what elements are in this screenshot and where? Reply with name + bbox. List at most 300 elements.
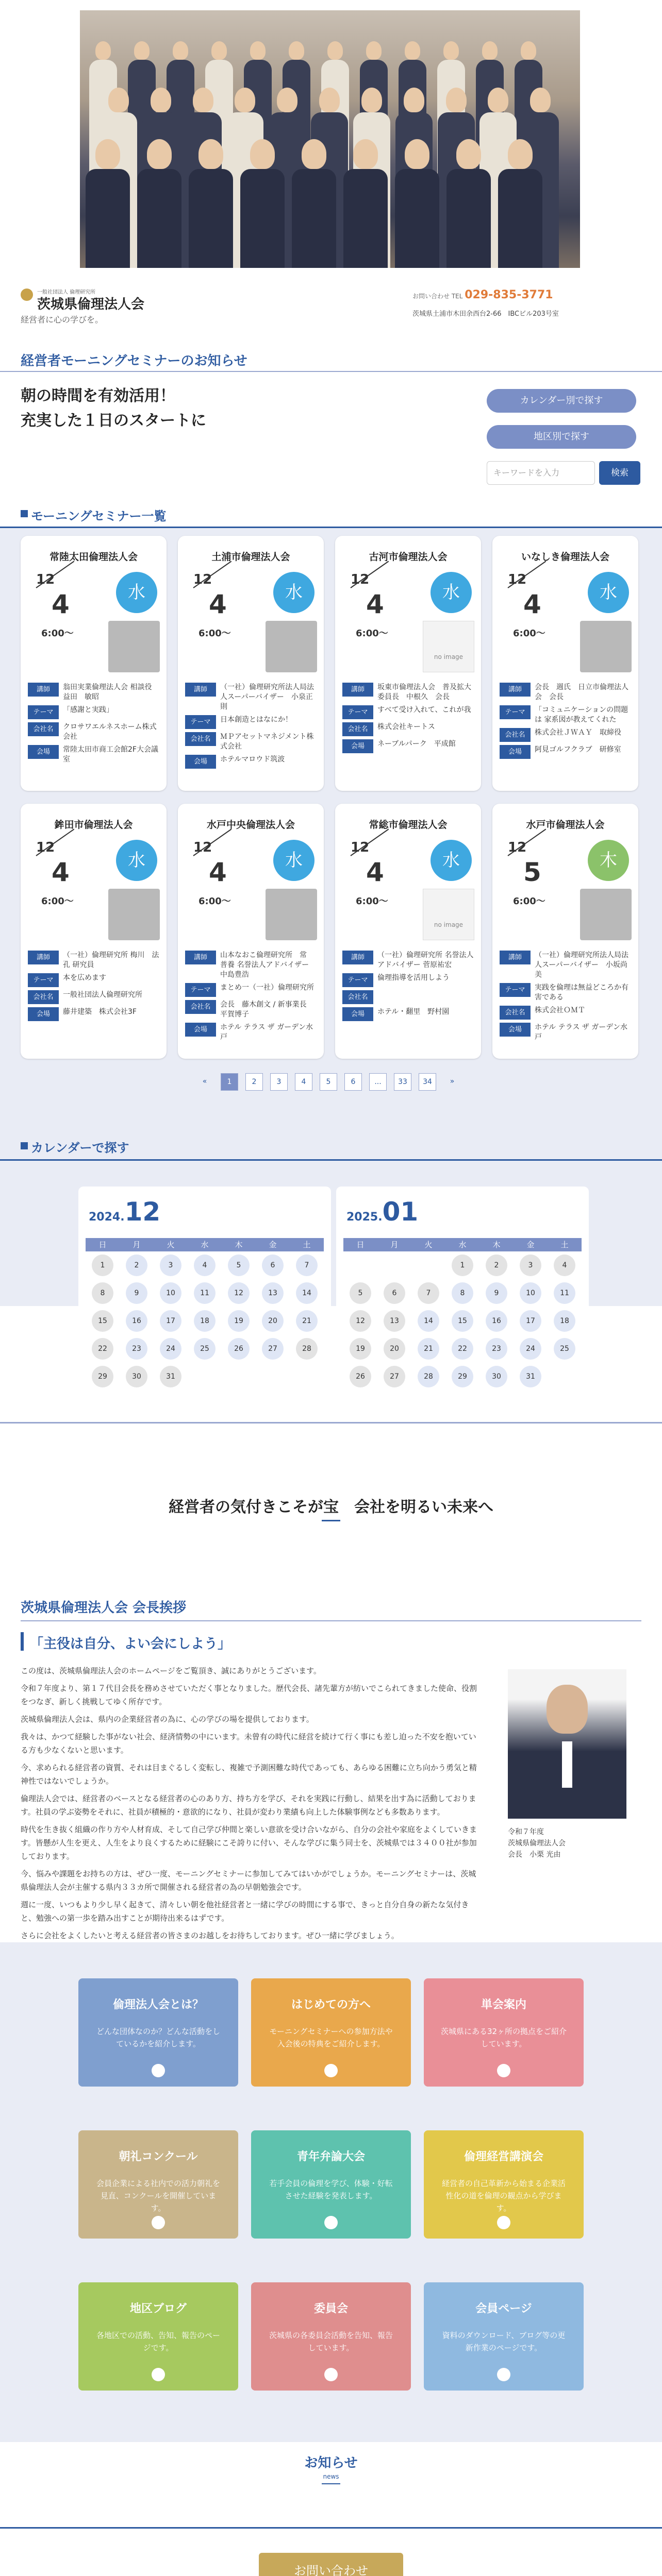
card-time: 6:00～ [513, 628, 545, 639]
underline [322, 1520, 340, 1521]
page-button[interactable]: 5 [320, 1073, 337, 1091]
weekday: 月 [390, 1240, 399, 1249]
person-body [395, 169, 439, 268]
person-face [289, 41, 304, 60]
detail-value: （一社）倫理研究所 名誉法人アドバイザー 菅原祐宏 [377, 951, 474, 969]
lead-2: 充実した１日のスタートに [21, 412, 206, 430]
greeting-paragraph: 今、悩みや課題をお持ちの方は、ぜひ一度、モーニングセミナーに参加してみてはいかがでしょうか。モーニングセミナーは、茨城県倫理法人会が主催する県内３３カ所で開催される経営者の為の早朝勉強会です。 [21, 1869, 476, 1892]
section-title-list: モーニングセミナー一覧 [31, 509, 167, 523]
hero-section [0, 0, 662, 273]
link-tile[interactable] [424, 2130, 584, 2239]
seminar-card[interactable] [21, 536, 167, 791]
president-caption [508, 1826, 566, 1860]
calendar-day[interactable]: 15 [452, 1310, 473, 1332]
hero-group-photo [80, 10, 580, 268]
section-title-calendar: カレンダーで探す [31, 1141, 129, 1155]
calendar-day: 3 [520, 1255, 541, 1276]
calendar-week [86, 1251, 324, 1279]
arrow-icon[interactable] [497, 2216, 510, 2229]
arrow-icon[interactable] [324, 2368, 338, 2381]
card-month: 12 [351, 572, 370, 587]
calendar-week [343, 1279, 582, 1307]
detail-row [185, 1023, 317, 1042]
calendar-day[interactable]: 16 [486, 1310, 507, 1332]
card-details [185, 951, 317, 1045]
site-header [0, 273, 662, 350]
arrow-icon[interactable] [497, 2064, 510, 2077]
calendar-day: 29 [92, 1366, 113, 1387]
president-name: 会長 小栗 光由 [508, 1851, 561, 1859]
person-face [250, 139, 275, 169]
detail-value: 常陸太田市商工会館2F大会議室 [63, 745, 158, 764]
calendar-day[interactable]: 24 [160, 1338, 181, 1360]
calendar-week [86, 1335, 324, 1363]
detail-value: ホテルマロウド筑波 [220, 755, 285, 764]
card-title: 常陸太田倫理法人会 [49, 551, 138, 563]
arrow-icon[interactable] [324, 2064, 338, 2077]
page-button[interactable]: 2 [245, 1073, 263, 1091]
card-title: 鉾田市倫理法人会 [54, 819, 133, 831]
calendar-month-title: 2024.12 [89, 1197, 161, 1227]
calendar-day: 26 [350, 1366, 371, 1387]
calendar-day[interactable]: 23 [486, 1338, 507, 1360]
card-day: 4 [209, 857, 227, 887]
calendar-day[interactable]: 27 [262, 1338, 284, 1360]
arrow-icon[interactable] [324, 2216, 338, 2229]
detail-label: 講師 [342, 951, 373, 964]
divider [21, 1620, 641, 1621]
calendar-day[interactable]: 29 [452, 1366, 473, 1387]
arrow-icon[interactable] [152, 2216, 165, 2229]
calendar-2024-12 [78, 1187, 331, 1403]
calendar-day: 30 [126, 1366, 147, 1387]
detail-value: 「コミュニケーションの問題は 家系図が教えてくれた [535, 706, 628, 724]
logo-icon[interactable] [21, 289, 33, 301]
person-body [446, 169, 491, 268]
link-tile[interactable] [424, 2282, 584, 2391]
logo-title[interactable]: 茨城県倫理法人会 [37, 297, 145, 312]
calendar-day[interactable]: 19 [228, 1310, 250, 1332]
calendar-week [86, 1307, 324, 1335]
calendar-search-button[interactable]: カレンダー別で探す [487, 389, 636, 413]
card-title: 水戸市倫理法人会 [526, 819, 605, 831]
card-day: 5 [523, 857, 541, 887]
greeting-paragraph: この度は、茨城県倫理法人会のホームページをご覧頂き、誠にありがとうございます。 [21, 1666, 321, 1675]
calendar-day[interactable]: 25 [554, 1338, 575, 1360]
card-month: 12 [36, 840, 55, 855]
arrow-icon[interactable] [152, 2368, 165, 2381]
seminar-card[interactable] [178, 536, 324, 791]
detail-label: 会場 [185, 1023, 216, 1037]
detail-label: 講師 [28, 683, 59, 697]
speaker-photo [108, 621, 160, 672]
person-face [277, 88, 297, 112]
card-time: 6:00～ [356, 628, 388, 639]
calendar-day[interactable]: 22 [452, 1338, 473, 1360]
page-button[interactable]: 3 [270, 1073, 288, 1091]
tile-text: 各地区での活動、告知、報告のページです。 [96, 2331, 220, 2352]
weekday-badge: 水 [116, 840, 157, 881]
detail-label: 会社名 [185, 732, 216, 746]
detail-row [342, 973, 474, 987]
weekday: 月 [133, 1240, 141, 1249]
detail-row [500, 705, 631, 725]
calendar-week [343, 1251, 582, 1279]
no-image-placeholder: no image [423, 621, 474, 672]
detail-label: 会場 [28, 745, 59, 759]
calendar-day[interactable]: 17 [160, 1310, 181, 1332]
detail-label: 会社名 [342, 990, 373, 1004]
card-details [28, 951, 159, 1024]
detail-label: 講師 [28, 951, 59, 964]
president-org: 茨城県倫理法人会 [508, 1839, 566, 1848]
card-time: 6:00～ [198, 628, 231, 639]
contact-button[interactable]: お問い合わせ [259, 2553, 403, 2576]
detail-value: 阿見ゴルフクラブ 研修室 [535, 745, 621, 754]
calendar-month-title: 2025.01 [346, 1197, 419, 1227]
calendar-day[interactable]: 30 [486, 1366, 507, 1387]
calendar-day: 19 [350, 1338, 371, 1360]
card-month: 12 [508, 572, 527, 587]
card-title: 土浦市倫理法人会 [211, 551, 290, 563]
card-details [500, 683, 631, 762]
detail-row [500, 951, 631, 980]
detail-row [28, 683, 159, 702]
page-button[interactable]: « [202, 1077, 207, 1086]
calendar-day[interactable]: 21 [418, 1338, 439, 1360]
person-face [361, 88, 382, 112]
calendar-day: 27 [384, 1366, 405, 1387]
tagline: 経営者に心の学びを。 [21, 315, 104, 325]
weekday: 水 [458, 1240, 467, 1249]
calendar-day: 31 [160, 1366, 181, 1387]
underline [322, 2483, 340, 2484]
keyword-input[interactable]: キーワードを入力 [487, 461, 595, 485]
detail-row [342, 722, 474, 736]
president-role: 令和７年度 [508, 1828, 544, 1836]
detail-label: テーマ [185, 715, 216, 729]
person-face [250, 41, 266, 60]
detail-row [500, 1006, 631, 1020]
card-details [342, 683, 474, 756]
person-face [488, 88, 508, 112]
card-details [28, 683, 159, 768]
card-time: 6:00～ [41, 628, 74, 639]
detail-row [500, 1023, 631, 1042]
calendar-day[interactable]: 26 [228, 1338, 250, 1360]
calendar-day[interactable]: 3 [160, 1255, 181, 1276]
detail-value: ネーブルパーク 平成館 [377, 740, 456, 748]
tile-text: 資料のダウンロード、ブログ等の更新作業のページです。 [442, 2331, 566, 2352]
link-tile[interactable] [251, 1978, 411, 2087]
seminar-card[interactable] [21, 804, 167, 1059]
no-image-placeholder: no image [423, 889, 474, 940]
logo-subtitle: 一般社団法人 倫理研究所 [37, 290, 96, 295]
card-month: 12 [508, 840, 527, 855]
person-face [95, 41, 111, 60]
card-day: 4 [366, 589, 384, 619]
calendar-day[interactable]: 18 [554, 1310, 575, 1332]
calendar-day[interactable]: 14 [418, 1310, 439, 1332]
calendar-day[interactable]: 20 [262, 1310, 284, 1332]
weekday: 木 [492, 1240, 501, 1249]
detail-label: 会社名 [500, 728, 531, 742]
weekday: 日 [356, 1240, 365, 1249]
page-button[interactable]: 34 [419, 1073, 436, 1091]
calendar-day[interactable]: 14 [296, 1282, 318, 1304]
calendar-day[interactable]: 24 [520, 1338, 541, 1360]
tile-text: 若手会員の倫理を学び、体験・好転させた経験を発表します。 [269, 2179, 393, 2200]
person-face [151, 88, 171, 112]
calendar-day: 5 [350, 1282, 371, 1304]
tile-title: 青年弁論大会 [296, 2150, 365, 2163]
detail-row [500, 683, 631, 702]
calendar-day[interactable]: 7 [296, 1255, 318, 1276]
seminar-card[interactable] [492, 804, 638, 1059]
detail-row [342, 683, 474, 702]
link-tile[interactable] [78, 2130, 238, 2239]
calendar-day[interactable]: 16 [126, 1310, 147, 1332]
tile-title: 倫理法人会とは？ [112, 1998, 204, 2011]
person-body [343, 169, 388, 268]
calendar-day: 8 [92, 1282, 113, 1304]
card-month: 12 [193, 840, 212, 855]
person-face [366, 41, 382, 60]
calendar-day[interactable]: 13 [262, 1282, 284, 1304]
person-face [319, 88, 340, 112]
detail-row [185, 1000, 317, 1020]
calendar-day: 1 [452, 1255, 473, 1276]
page-button[interactable]: 4 [295, 1073, 312, 1091]
detail-label: 会社名 [185, 1000, 216, 1014]
card-time: 6:00～ [198, 896, 231, 907]
greeting-paragraph: 今、求められる経営者の資質、それは目まぐるしく変転し、複雑で予測困難な時代であっても、あらゆる困難に立ち向かう勇気と精神性ではないでしょうか。 [21, 1763, 477, 1786]
weekday: 日 [98, 1240, 107, 1249]
page-button[interactable]: 33 [394, 1073, 411, 1091]
card-day: 4 [52, 857, 70, 887]
news-subtitle: news [323, 2473, 339, 2480]
quote-bar [21, 1632, 24, 1651]
area-search-button[interactable]: 地区別で探す [487, 425, 636, 449]
calendar-day[interactable]: 23 [126, 1338, 147, 1360]
weekday-header [86, 1238, 324, 1251]
weekday-badge: 水 [273, 840, 315, 881]
detail-label: 講師 [185, 951, 216, 964]
calendar-day[interactable]: 12 [228, 1282, 250, 1304]
weekday-badge: 水 [431, 840, 472, 881]
link-tile[interactable] [78, 2282, 238, 2391]
search-button[interactable]: 検索 [599, 461, 640, 485]
detail-value: 藤井建築 株式会社3F [63, 1008, 137, 1016]
detail-label: 講師 [500, 683, 531, 697]
calendar-day[interactable]: 2 [126, 1255, 147, 1276]
calendar-day: 6 [384, 1282, 405, 1304]
detail-value: （一社）倫理研究所法人局法人スーパーバイザー 小坂尚美 [535, 951, 628, 979]
speaker-photo [266, 621, 317, 672]
detail-row [342, 739, 474, 753]
detail-label: 会場 [185, 755, 216, 769]
detail-value: 会長 週氏 日立市倫理法人会 会長 [535, 683, 628, 701]
person-face [235, 88, 255, 112]
card-month: 12 [351, 840, 370, 855]
detail-value: ホテル・翻里 野村園 [377, 1008, 450, 1016]
tile-text: モーニングセミナーへの参加方法や入会後の特典をご紹介します。 [269, 2027, 393, 2048]
greeting-paragraph: 我々は、かつて経験した事がない社会、経済情勢の中にいます。未曾有の時代に経営を続けて行く事にも差し迫った不安を抱いている方も少なくないと思います。 [21, 1732, 476, 1755]
weekday-badge: 木 [588, 840, 629, 881]
calendar-day[interactable]: 9 [126, 1282, 147, 1304]
calendar-week [86, 1279, 324, 1307]
link-tile[interactable] [424, 1978, 584, 2087]
seminar-card[interactable] [492, 536, 638, 791]
detail-label: テーマ [500, 705, 531, 719]
divider [0, 1422, 662, 1423]
calendar-week [343, 1335, 582, 1363]
weekday-badge: 水 [588, 572, 629, 613]
weekday-badge: 水 [116, 572, 157, 613]
page-button[interactable]: ... [369, 1073, 387, 1091]
greeting-body [21, 1664, 479, 1942]
calendar-week [343, 1363, 582, 1391]
detail-value: ホテル テラス ザ ガーデン水戸 [220, 1023, 313, 1041]
calendar-day[interactable]: 9 [486, 1282, 507, 1304]
seminar-card[interactable] [335, 804, 481, 1059]
detail-value: 翁田実業倫理法人会 相談役 益田 敏昭 [63, 683, 159, 701]
seminar-card[interactable] [178, 804, 324, 1059]
page-button[interactable]: » [450, 1077, 455, 1086]
card-details [342, 951, 474, 1024]
card-month: 12 [193, 572, 212, 587]
link-tile[interactable] [251, 2130, 411, 2239]
bullet-icon [21, 510, 28, 517]
tile-text: 茨城県の各委員会活動を告知、報告しています。 [269, 2331, 393, 2352]
calendar-day[interactable]: 8 [452, 1282, 473, 1304]
calendar-day[interactable]: 6 [262, 1255, 284, 1276]
calendar-day: 22 [92, 1338, 113, 1360]
detail-row [500, 983, 631, 1003]
detail-row [185, 983, 317, 997]
detail-row [185, 732, 317, 752]
arrow-icon[interactable] [152, 2064, 165, 2077]
person-face [482, 41, 498, 60]
person-face [211, 41, 227, 60]
calendar-week [343, 1307, 582, 1335]
calendar-day[interactable]: 17 [520, 1310, 541, 1332]
detail-row [500, 728, 631, 742]
person-face [327, 41, 343, 60]
person-body [498, 169, 542, 268]
detail-row [28, 722, 159, 742]
detail-label: 会社名 [342, 722, 373, 736]
card-details [185, 683, 317, 772]
detail-row [28, 745, 159, 765]
card-day: 4 [209, 589, 227, 619]
section-title-morning: 経営者モーニングセミナーのお知らせ [21, 353, 247, 369]
calendar-day: 1 [92, 1255, 113, 1276]
calendar-day: 20 [384, 1338, 405, 1360]
detail-row [342, 990, 474, 1004]
person-face [404, 88, 424, 112]
calendar-day[interactable]: 31 [520, 1366, 541, 1387]
link-tile[interactable] [251, 2282, 411, 2391]
detail-row [28, 951, 159, 970]
calendar-day: 12 [350, 1310, 371, 1332]
detail-value: ホテル テラス ザ ガーデン水戸 [535, 1023, 627, 1041]
tile-title: 倫理経営講演会 [464, 2150, 543, 2163]
weekday-header [343, 1238, 582, 1251]
calendar-day[interactable]: 4 [194, 1255, 216, 1276]
tile-title: 委員会 [313, 2302, 348, 2315]
tile-text: 茨城県にある32ヶ所の拠点をご紹介しています。 [440, 2027, 567, 2048]
calendar-2025-01 [336, 1187, 589, 1403]
calendar-day: 28 [296, 1338, 318, 1360]
arrow-icon[interactable] [497, 2368, 510, 2381]
detail-label: 講師 [342, 683, 373, 697]
person-face [446, 88, 467, 112]
person-body [189, 169, 233, 268]
calendar-day[interactable]: 11 [554, 1282, 575, 1304]
card-time: 6:00～ [513, 896, 545, 907]
calendar-day[interactable]: 10 [520, 1282, 541, 1304]
detail-label: 講師 [185, 683, 216, 697]
detail-row [500, 745, 631, 759]
person-face [147, 139, 172, 169]
greeting-title: 茨城県倫理法人会 会長挨拶 [21, 1600, 187, 1616]
card-day: 4 [366, 857, 384, 887]
detail-label: 会社名 [28, 990, 59, 1004]
detail-value: クロサワエルネスホーム株式会社 [63, 723, 157, 741]
calendar-day[interactable]: 18 [194, 1310, 216, 1332]
weekday: 火 [424, 1240, 433, 1249]
detail-value: ＭＰアセットマネジメント株式会社 [220, 733, 314, 751]
calendar-day[interactable]: 10 [160, 1282, 181, 1304]
detail-label: テーマ [185, 983, 216, 997]
tel-number[interactable]: 029-835-3771 [465, 289, 553, 301]
calendar-day[interactable]: 25 [194, 1338, 216, 1360]
detail-row [28, 973, 159, 987]
detail-value: 山本なおこ倫理研究所 常 普養 名誉法人アドバイザー 中島豊浩 [220, 951, 317, 979]
page-button[interactable]: 6 [344, 1073, 362, 1091]
detail-value: まとめ一（一社）倫理研究所 [220, 984, 314, 992]
link-tile[interactable] [78, 1978, 238, 2087]
speaker-photo [266, 889, 317, 940]
detail-value: 坂東市倫理法人会 普及拡大委員長 中根久 会長 [377, 683, 471, 701]
seminar-card[interactable] [335, 536, 481, 791]
tel-block[interactable] [412, 289, 553, 301]
calendar-day[interactable]: 11 [194, 1282, 216, 1304]
detail-value: （一社）倫理研究所 梅川 法孔 研究員 [63, 951, 159, 969]
news-title: お知らせ [304, 2455, 358, 2471]
calendar-day[interactable]: 5 [228, 1255, 250, 1276]
calendar-week [86, 1363, 324, 1391]
card-title: 水戸中央倫理法人会 [206, 819, 295, 831]
lead-1: 朝の時間を有効活用！ [21, 387, 175, 405]
greeting-paragraph: 令和７年度より、第１７代目会長を務めさせていただく事となりました。歴代会長、諸先輩方が紡いでこられてきました使命、役割をつなぎ、新しく挑戦してゆく所存です。 [21, 1684, 477, 1706]
page-button[interactable]: 1 [221, 1073, 238, 1091]
detail-value: 株式会社ＪＷＡＹ 取締役 [535, 728, 621, 737]
speaker-photo [108, 889, 160, 940]
detail-label: 会場 [500, 745, 531, 759]
tile-title: 単会案内 [481, 1998, 526, 2011]
person-body [240, 169, 285, 268]
calendar-day: 7 [418, 1282, 439, 1304]
person-face [108, 88, 129, 112]
weekday-badge: 水 [273, 572, 315, 613]
detail-label: 会場 [500, 1023, 531, 1037]
card-title: 古河市倫理法人会 [369, 551, 448, 563]
weekday: 土 [303, 1240, 311, 1249]
calendar-day[interactable]: 21 [296, 1310, 318, 1332]
calendar-day[interactable]: 28 [418, 1366, 439, 1387]
